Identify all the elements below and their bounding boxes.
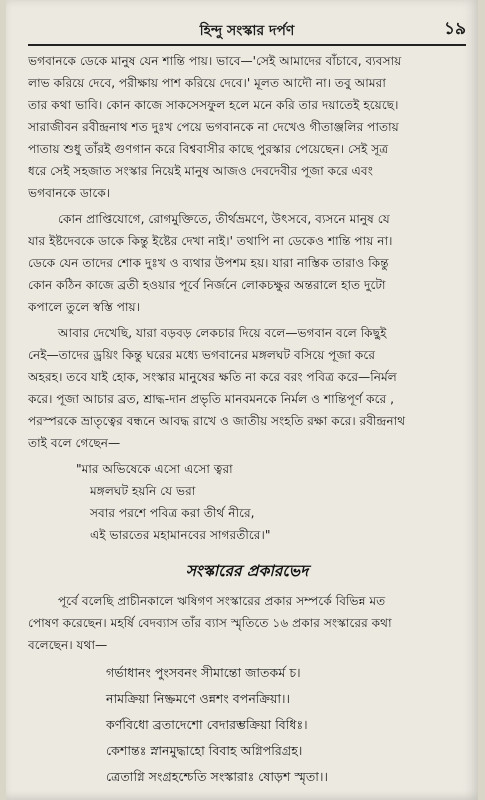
verse-line: "মার অভিষেকে এসো এসো ত্বরা — [76, 462, 233, 476]
text-line: নেই—তাদের ড্রয়িং কিন্তু ঘরের মধ্যে ভগবানের মঙ্গলঘট বসিয়ে পূজা করে — [28, 348, 376, 362]
running-title: হিন্দু সংস্কার দর্পণ — [199, 23, 295, 39]
poem-quote — [28, 458, 466, 546]
text-line: পরস্পরকে ভ্রাতৃত্বের বন্ধনে আবদ্ধ রাখে ও জাতীয় সংহতি রক্ষা করে। রবীন্দ্রনাথ — [28, 414, 406, 428]
paragraph-1 — [28, 50, 466, 204]
text-line: অহরহ। তবে যাই হোক, সংস্কার মানুষের ক্ষতি না করে বরং পবিত্র করে—নির্মল — [28, 370, 397, 384]
page-number: ১৯ — [443, 19, 466, 39]
text-line: পোষণ করেছেন। মহর্ষি বেদব্যাস তাঁর ব্যাস স্মৃতিতে ১৬ প্রকার সংস্কারের কথা — [28, 616, 392, 630]
text-line: কোন কঠিন কাজে ব্রতী হওয়ার পূর্বে নির্জনে লোকচক্ষুর অন্তরালে হাত দুটো — [28, 278, 386, 292]
page-body — [28, 50, 466, 790]
sloka-line: নামক্রিয়া নিষ্ক্রমণে ওন্নশং বপনক্রিয়া।। — [106, 691, 291, 706]
text-line: কপালে তুলে স্বস্তি পায়। — [28, 300, 141, 314]
verse-line: সবার পরশে পবিত্র করা তীর্থ নীরে, — [90, 506, 255, 520]
sloka-line: গর্ভাধানং পুংসবনং সীমান্তো জাতকর্ম চ। — [106, 665, 301, 680]
text-line: পাতায় শুধু তাঁরই গুণগান করে বিশ্ববাসীর কাছে পুরস্কার পেয়েছেন। সেই সূত্র — [28, 142, 389, 156]
paragraph-4 — [28, 590, 466, 656]
text-line: ভগবানকে ডেকে মানুষ যেন শান্তি পায়। ভাবে—'সেই আমাদের বাঁচাবে, ব্যবসায় — [28, 54, 402, 68]
text-line: ডেকে যেন তাদের শোক দুঃখ ও ব্যথার উপশম হয়। যারা নাস্তিক তারাও কিন্তু — [28, 256, 389, 270]
sloka-line: কেশান্তঃ স্নানমুদ্ধাহো বিবাহ অগ্নিপরিগ্রহ। — [106, 743, 303, 758]
text-line: তাই বলে গেছেন— — [28, 436, 121, 450]
sloka-line: কর্ণবিধো ব্রতাদেশো বেদারম্ভক্রিয়া বিধিঃ। — [106, 717, 308, 732]
text-line: করে। পূজা আচার ব্রত, শ্রাদ্ধ-দান প্রভৃতি মানবমনকে নির্মল ও শান্তিপূর্ণ করে , — [28, 392, 394, 406]
text-line: যার ইষ্টদেবকে ডাকে কিন্তু ইষ্টের দেখা নাই।' তথাপি না ডেকেও শান্তি পায় না। — [28, 234, 393, 248]
text-line: সারাজীবন রবীন্দ্রনাথ শত দুঃখ পেয়ে ভগবানকে না দেখেও গীতাঞ্জলির পাতায় — [28, 120, 399, 134]
text-line: তার কথা ভাবি। কোন কাজে সাকসেসফুল হলে মনে করি তার দয়াতেই হয়েছে। — [28, 98, 399, 112]
text-line: ধরে সেই সহজাত সংস্কার নিয়েই মানুষ আজও দেবদেবীর পূজা করে এবং — [28, 164, 373, 178]
text-line: বলেছেন। যথা— — [28, 638, 108, 652]
sanskrit-sloka — [28, 660, 466, 790]
verse-line: মঙ্গলঘট হয়নি যে ভরা — [90, 484, 196, 498]
text-line: কোন প্রাপ্তিযোগে, রোগমুক্তিতে, তীর্থভ্রমণে, উৎসবে, ব্যসনে মানুষ যে — [58, 212, 390, 226]
verse-line: এই ভারতের মহামানবের সাগরতীরে।" — [90, 528, 271, 542]
book-page — [6, 0, 478, 800]
text-line: ভগবানকে ডাকে। — [28, 186, 111, 200]
paragraph-3 — [28, 322, 466, 454]
text-line: লাভ করিয়ে দেবে, পরীক্ষায় পাশ করিয়ে দেবে।' মূলত আদৌ না। তবু আমরা — [28, 76, 386, 90]
section-heading: সংস্কারের প্রকারভেদ — [185, 562, 309, 580]
sloka-line: ত্রেতাগ্নি সংগ্রহশ্চেতি সংস্কারাঃ ষোড়শ স্মৃতা।। — [106, 769, 328, 784]
page-header — [28, 10, 466, 46]
paragraph-2 — [28, 208, 466, 318]
text-line: আবার দেখেছি, যারা বড়বড় লেকচার দিয়ে বলে—ভগবান বলে কিছুই — [58, 326, 387, 340]
text-line: পূর্বে বলেছি প্রাচীনকালে ঋষিগণ সংস্কারের প্রকার সম্পর্কে বিভিন্ন মত — [58, 594, 386, 608]
